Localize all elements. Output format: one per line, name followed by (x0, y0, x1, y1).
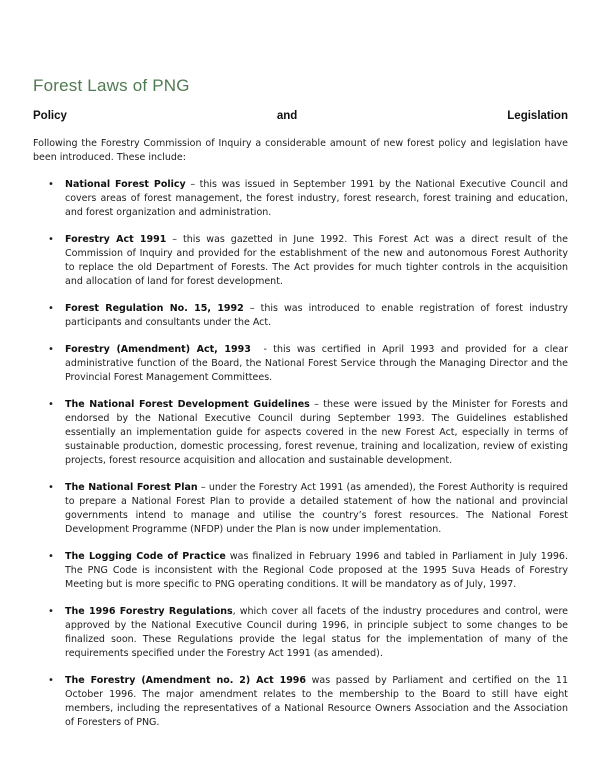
list-item (33, 605, 568, 661)
bullet-icon: • (48, 179, 54, 190)
law-title: The National Forest Plan (65, 482, 198, 493)
subtitle-row (33, 110, 568, 122)
law-title: The National Forest Development Guidelines (65, 399, 310, 410)
law-description: – these were issued by the Minister for Forests and endorsed by the National Executive Council during September 1993. The Guidelines established essentially an implementation guide for aspects covered in the new Forest Act, especially in terms of sustainable production, domestic processing, forest revenue, training and localization, review of existing projects, forest resource acquisition and allocation and sustainable development. (65, 399, 568, 466)
law-title: Forestry Act 1991 (65, 234, 167, 245)
list-item (33, 674, 568, 730)
law-title: The Logging Code of Practice (65, 551, 226, 562)
list-item (33, 233, 568, 289)
page-title: Forest Laws of PNG (33, 76, 190, 95)
bullet-icon: • (48, 675, 54, 686)
law-description: was passed by Parliament and certified on the 11 October 1996. The major amendment relates to the membership to the Board to still have eight members, including the representatives of a National Resource Owners Association and the Association of Foresters of PNG. (65, 675, 568, 728)
law-description: was finalized in February 1996 and tabled in Parliament in July 1996. The PNG Code is inconsistent with the Regional Code proposed at the 1995 Suva Heads of Forestry Meeting but is more specific to PNG operating conditions. It will be mandatory as of July, 1997. (65, 551, 568, 590)
law-title: Forestry (Amendment) Act, 1993 (65, 344, 251, 355)
bullet-icon: • (48, 606, 54, 617)
law-description: – this was gazetted in June 1992. This Forest Act was a direct result of the Commission of Inquiry and provided for the establishment of the new and autonomous Forest Authority to replace the old Department of Forests. The Act provides for much tighter controls in the acquisition and allocation of land for forest development. (65, 234, 568, 287)
law-description: – this was issued in September 1991 by the National Executive Council and covers areas of forest management, the forest industry, forest research, forest training and education, and forest organization and administration. (65, 179, 569, 218)
law-title: Forest Regulation No. 15, 1992 (65, 303, 244, 314)
list-item (33, 178, 568, 220)
subtitle-and: and (276, 110, 298, 122)
law-description: – under the Forestry Act 1991 (as amended), the Forest Authority is required to prepare a National Forest Plan to provide a detailed statement of how the national and provincial governments intend to manage and utilise the country’s forest resources. The National Forest Development Programme (NFDP) under the Plan is now under implementation. (65, 482, 569, 535)
subtitle-policy: Policy (33, 110, 67, 122)
list-item (33, 343, 568, 385)
bullet-icon: • (48, 344, 54, 355)
bullet-icon: • (48, 303, 54, 314)
law-title: National Forest Policy (65, 179, 186, 190)
law-title: The Forestry (Amendment no. 2) Act 1996 (65, 675, 307, 686)
bullet-icon: • (48, 551, 54, 562)
law-description: - this was certified in April 1993 and provided for a clear administrative function of the Board, the National Forest Service through the Managing Director and the Provincial Forest Management Committees. (65, 344, 568, 383)
intro-paragraph: Following the Forestry Commission of Inquiry a considerable amount of new forest policy and legislation have been introduced. These include: (33, 138, 568, 163)
bullet-icon: • (48, 399, 54, 410)
list-item (33, 302, 568, 330)
bullet-icon: • (48, 482, 54, 493)
law-title: The 1996 Forestry Regulations (65, 606, 233, 617)
subtitle-legislation: Legislation (507, 110, 568, 122)
law-description: – this was introduced to enable registration of forest industry participants and consultants under the Act. (65, 303, 568, 328)
bullet-icon: • (48, 234, 54, 245)
law-list (33, 178, 568, 730)
list-item (33, 481, 568, 537)
list-item (33, 398, 568, 468)
law-description: , which cover all facets of the industry procedures and control, were approved by the National Executive Council during 1996, in principle subject to some changes to be finalized soon. These Regulations provide the legal status for the implementation of many of the requirements specified under the Forestry Act 1991 (as amended). (65, 606, 568, 659)
list-item (33, 550, 568, 592)
